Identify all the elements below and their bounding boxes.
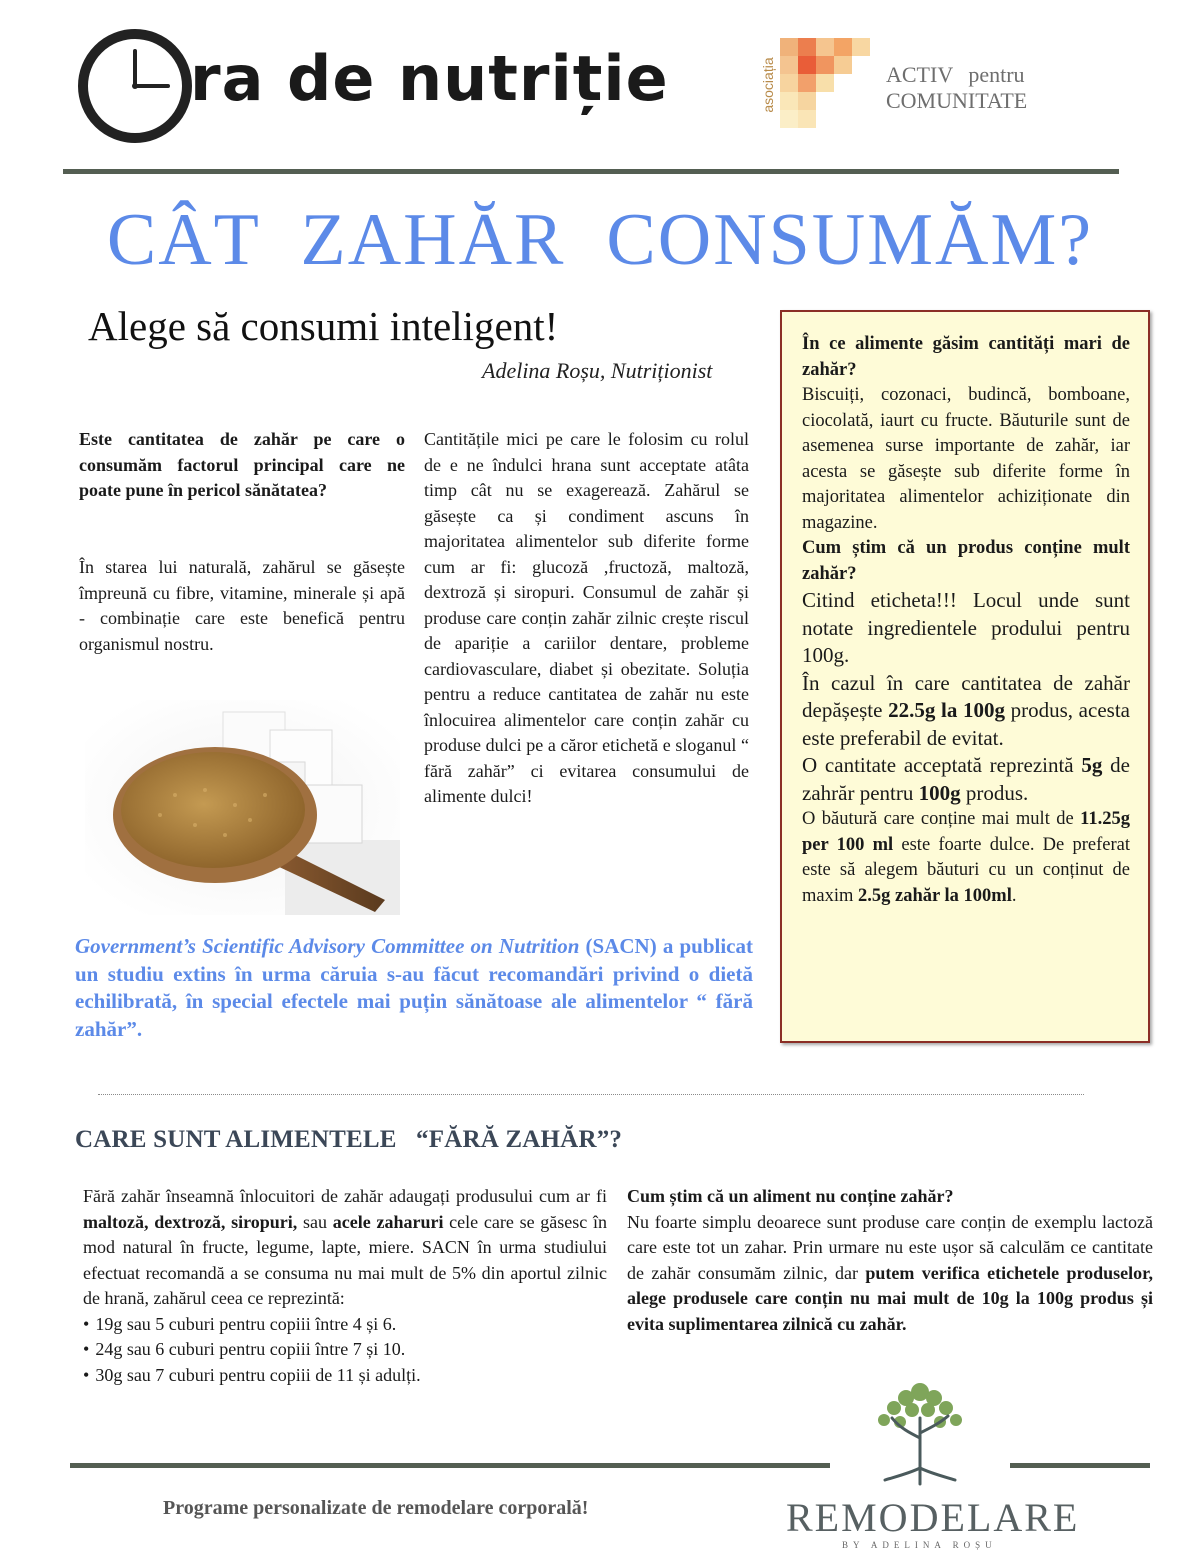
main-title: CÂT ZAHĂR CONSUMĂM? bbox=[106, 199, 1094, 281]
sidebar-answer-2a: Citind eticheta!!! Locul unde sunt notate ingredientele prodului pentru 100g. bbox=[802, 588, 1130, 667]
clock-icon bbox=[76, 27, 194, 145]
bottom-right-text: Cum știm că un aliment nu conține zahăr? Nu foarte simplu deoarece sunt produse care conțin de exemplu lactoză care este tot un zahar. Prin urmare nu este ușor să calculăm ce cantitate de zahăr consumăm zilnic, dar putem verifica etichetele produselor, alege produsele care conțin nu mai mult de 10g la 100g produs și evita suplimentarea zilnică cu zahăr. bbox=[627, 1186, 1153, 1334]
section-divider bbox=[98, 1094, 1084, 1095]
recommendation-list bbox=[83, 1312, 607, 1389]
left-paragraph: În starea lui naturală, zahărul se găsește împreună cu fibre, vitamine, minerale și apă - combinație care este benefică pentru organismul nostru. bbox=[79, 557, 405, 654]
list-item: • 24g sau 6 cuburi pentru copiii între 7 și 10. bbox=[83, 1337, 607, 1363]
association-name: ACTIV pentru COMUNITATE bbox=[886, 62, 1028, 113]
list-item: • 19g sau 5 cuburi pentru copiii între 4 și 6. bbox=[83, 1312, 607, 1338]
sidebar-answer-2c: O cantitate acceptată reprezintă 5g de zahrăr pentru 100g produs. bbox=[802, 753, 1130, 805]
subtitle: Alege să consumi inteligent! bbox=[88, 303, 559, 349]
brand-title: ra de nutriție bbox=[190, 42, 669, 115]
association-logo-mosaic bbox=[780, 38, 870, 134]
sacn-committee-name: Government’s Scientific Advisory Committee on Nutrition bbox=[75, 934, 580, 958]
tree-logo bbox=[870, 1378, 970, 1488]
author-byline: Adelina Roșu, Nutriționist bbox=[482, 358, 713, 383]
bottom-left-text: Fără zahăr înseamnă înlocuitori de zahăr adaugați produsului cum ar fi maltoză, dextroză, siropuri, sau acele zaharuri cele care se găsesc în mod natural în fructe, legume, lapte, miere. SACN în urma studiului efectuat recomandă a se consuma nu mai mult de 5% din aportul zilnic de hrană, zahărul ceea ce reprezintă: • 19g sau 5 cuburi pentru copiii între 4 și 6. • 24g sau 6 cuburi pentru copiii între 7 și 10. • 30g sau 7 cuburi pentru copiii de 11 și adulți. bbox=[83, 1184, 607, 1388]
info-sidebar bbox=[780, 310, 1150, 1043]
sidebar-question-2: Cum știm că un produs conține mult zahăr? bbox=[802, 538, 1130, 584]
header-divider bbox=[63, 169, 1119, 174]
section-title: CARE SUNT ALIMENTELE “FĂRĂ ZAHĂR”? bbox=[75, 1126, 623, 1153]
sidebar-answer-2b: În cazul în care cantitatea de zahăr depășește 22.5g la 100g produs, acesta este preferabil de evitat. bbox=[802, 670, 1130, 750]
brand-byline: BY ADELINA ROȘU bbox=[842, 1540, 997, 1550]
sacn-paragraph bbox=[75, 933, 753, 1043]
left-question: Este cantitatea de zahăr pe care o consumăm factorul principal care ne poate pune în pericol sănătatea? bbox=[79, 429, 405, 500]
sidebar-answer-1: Biscuiți, cozonaci, budincă, bomboane, ciocolată, iaurt cu fructe. Băuturile sunt de asemenea surse importante de zahăr, iar acesta se găsește sub diferite forme în majoritatea alimentelor achiziționate din magazine. bbox=[802, 385, 1130, 533]
sidebar-question-1: În ce alimente găsim cantități mari de zahăr? bbox=[802, 334, 1130, 380]
footer-divider-left bbox=[70, 1463, 830, 1468]
association-word: asociația bbox=[760, 57, 776, 113]
brand-name: REMODELARE bbox=[786, 1495, 1080, 1540]
footer-divider-right bbox=[1010, 1463, 1150, 1468]
bottom-right-question: Cum știm că un aliment nu conține zahăr? bbox=[627, 1186, 954, 1206]
sacn-text: (SACN) a publicat un studiu extins în urma căruia s-au făcut recomandări privind o dietă echilibrată, în special efectele mai puțin sănătoase ale alimentelor “ fără zahăr”. bbox=[75, 934, 754, 1041]
middle-paragraph: Cantitățile mici pe care le folosim cu rolul de e ne îndulci hrana sunt acceptate atâta timp cât nu se exagerează. Zahărul se găsește ca și condiment ascuns în majoritatea alimentelor sub diferite forme cum ar fi: glucoză ,fructoză, maltoză, dextroză și siropuri. Consumul de zahăr și produse care conțin zahăr zilnic crește riscul de apariție a cariilor dentare, probleme cardiovasculare, diabet și obezitate. Soluția pentru a reduce cantitatea de zahăr nu este înlocuirea alimentelor care conțin zahăr cu produse dulci pe a căror etichetă e sloganul “ fără zahăr” ci evitarea consumului de alimente dulci! bbox=[424, 429, 749, 806]
footer-tagline: Programe personalizate de remodelare corporală! bbox=[163, 1497, 589, 1519]
sugar-photo bbox=[85, 700, 400, 915]
list-item: • 30g sau 7 cuburi pentru copiii de 11 și adulți. bbox=[83, 1363, 607, 1389]
association-logo bbox=[758, 36, 876, 136]
sidebar-answer-2d: O băutură care conține mai mult de 11.25g per 100 ml este foarte dulce. De preferat este să alegem băuturi cu un conținut de maxim 2.5g zahăr la 100ml. bbox=[802, 809, 1130, 906]
